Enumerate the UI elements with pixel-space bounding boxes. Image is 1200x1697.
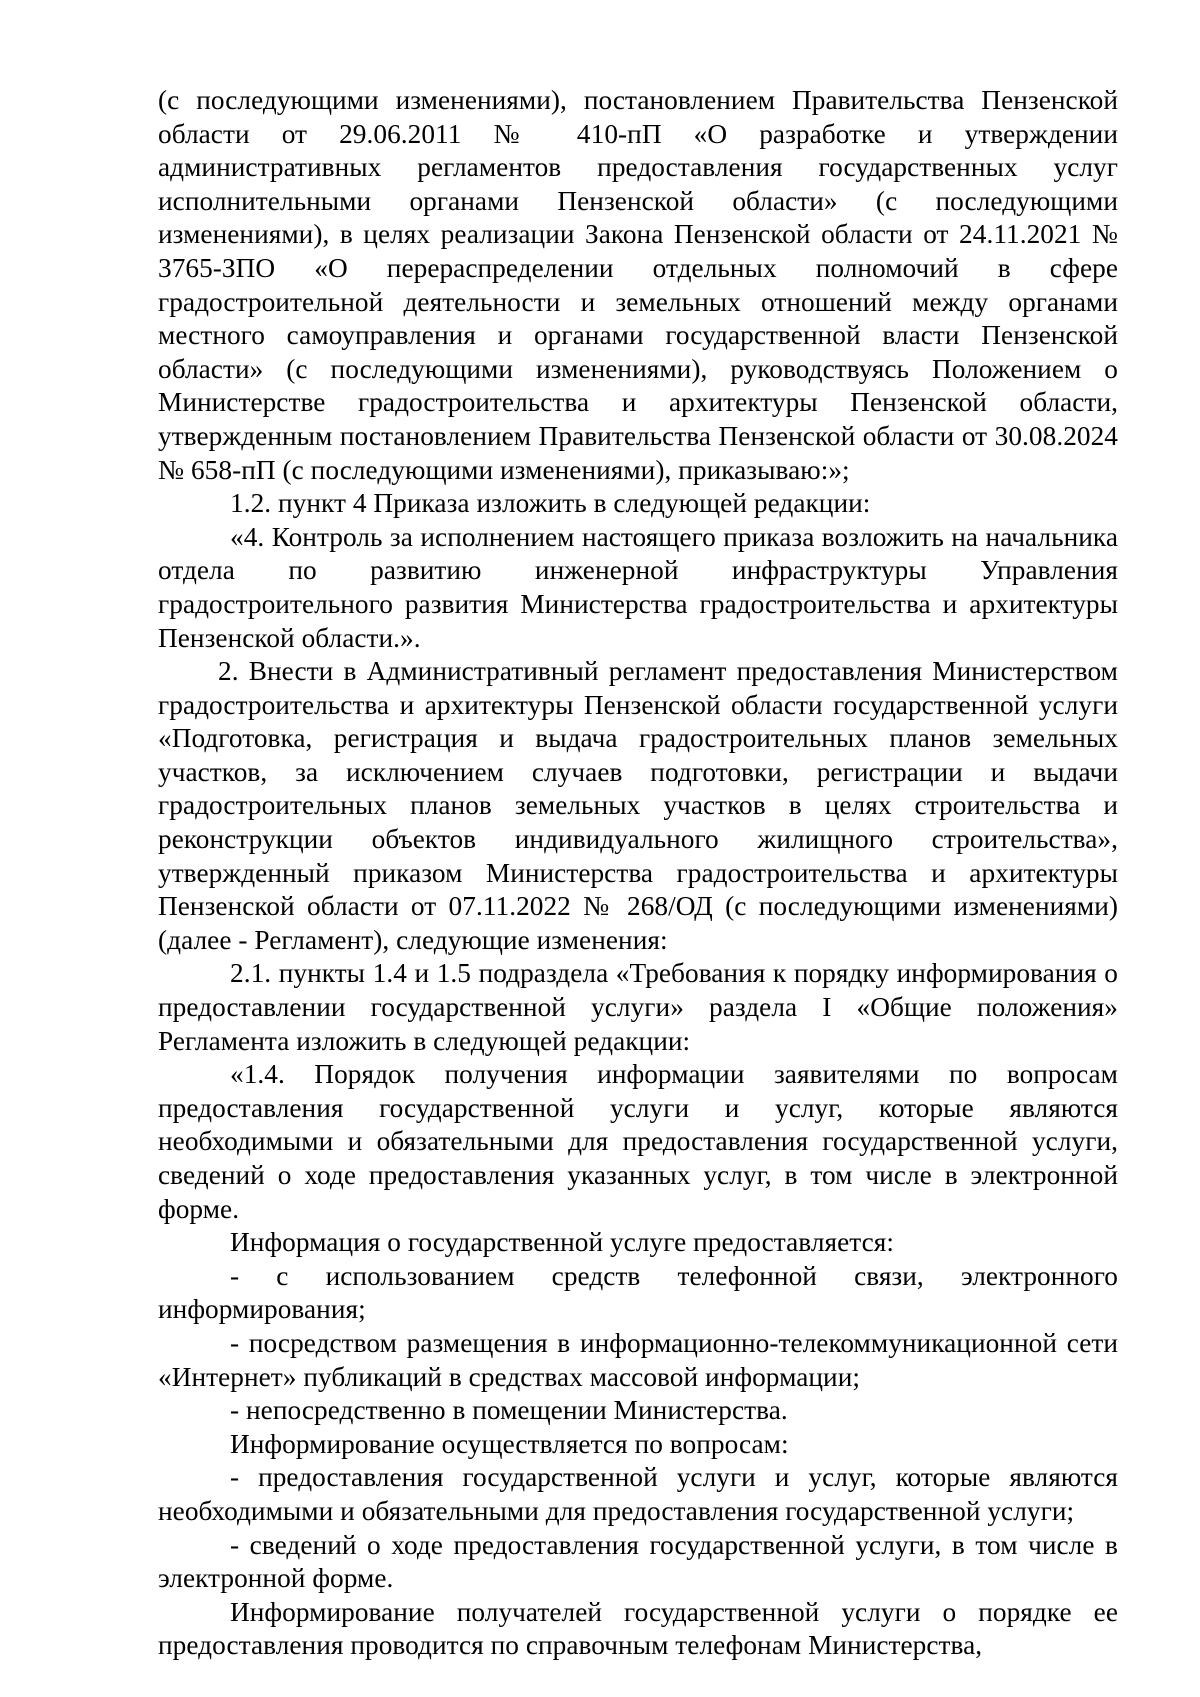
document-page: [158, 84, 1118, 1663]
paragraph-informing-recipients: Информирование получателей государственной услуги о порядке ее предоставления проводится по справочным телефонам Министерства,: [158, 1596, 1118, 1661]
paragraph-preamble-continuation: (с последующими изменениями), постановлением Правительства Пензенской области от 29.06.2011 № 410-пП «О разработке и утверждении административных регламентов предоставления государственных услуг исполнительными органами Пензенской области» (с последующими изменениями), в целях реализации Закона Пензенской области от 24.11.2021 № 3765-ЗПО «О перераспределении отдельных полномочий в сфере градостроительной деятельности и земельных отношений между органами местного самоуправления и органами государственной власти Пензенской области» (с последующими изменениями), руководствуясь Положением о Министерстве градостроительства и архитектуры Пензенской области, утвержденным постановлением Правительства Пензенской области от 30.08.2024 № 658-пП (с последующими изменениями), приказываю:»;: [158, 85, 1118, 485]
paragraph-2-1: 2.1. пункты 1.4 и 1.5 подраздела «Требования к порядку информирования о предоставлении государственной услуги» раздела I «Общие положения» Регламента изложить в следующей редакции:: [158, 958, 1118, 1056]
paragraph-2: 2. Внести в Административный регламент предоставления Министерством градостроительства и архитектуры Пензенской области государственной услуги «Подготовка, регистрация и выдача градостроительных планов земельных участков, за исключением случаев подготовки, регистрации и выдачи градостроительных планов земельных участков в целях строительства и реконструкции объектов индивидуального жилищного строительства», утвержденный приказом Министерства градостроительства и архитектуры Пензенской области от 07.11.2022 № 268/ОД (с последующими изменениями) (далее - Регламент), следующие изменения:: [158, 656, 1118, 955]
list-item-service-provision: - предоставления государственной услуги и услуг, которые являются необходимыми и обязательными для предоставления государственной услуги;: [158, 1462, 1118, 1526]
list-item-premises: - непосредственно в помещении Министерства.: [230, 1395, 788, 1426]
paragraph-1-2: 1.2. пункт 4 Приказа изложить в следующей редакции:: [230, 488, 871, 519]
paragraph-item-4: «4. Контроль за исполнением настоящего приказа возложить на начальника отдела по развитию инженерной инфраструктуры Управления градостроительного развития Министерства градостроительства и архитектуры Пензенской области.».: [158, 521, 1118, 653]
paragraph-info-provided: Информация о государственной услуге предоставляется:: [230, 1227, 895, 1258]
list-item-phone: - с использованием средств телефонной связи, электронного информирования;: [158, 1260, 1118, 1325]
paragraph-1-4: «1.4. Порядок получения информации заявителями по вопросам предоставления государственной услуги и услуг, которые являются необходимыми и обязательными для предоставления государственной услуги, сведений о ходе предоставления указанных услуг, в том числе в электронной форме.: [158, 1059, 1118, 1224]
list-item-progress-info: - сведений о ходе предоставления государственной услуги, в том числе в электронной форме.: [158, 1529, 1118, 1594]
list-item-internet: - посредством размещения в информационно-телекоммуникационной сети «Интернет» публикаций в средствах массовой информации;: [158, 1327, 1118, 1392]
paragraph-info-topics: Информирование осуществляется по вопросам:: [230, 1428, 789, 1459]
